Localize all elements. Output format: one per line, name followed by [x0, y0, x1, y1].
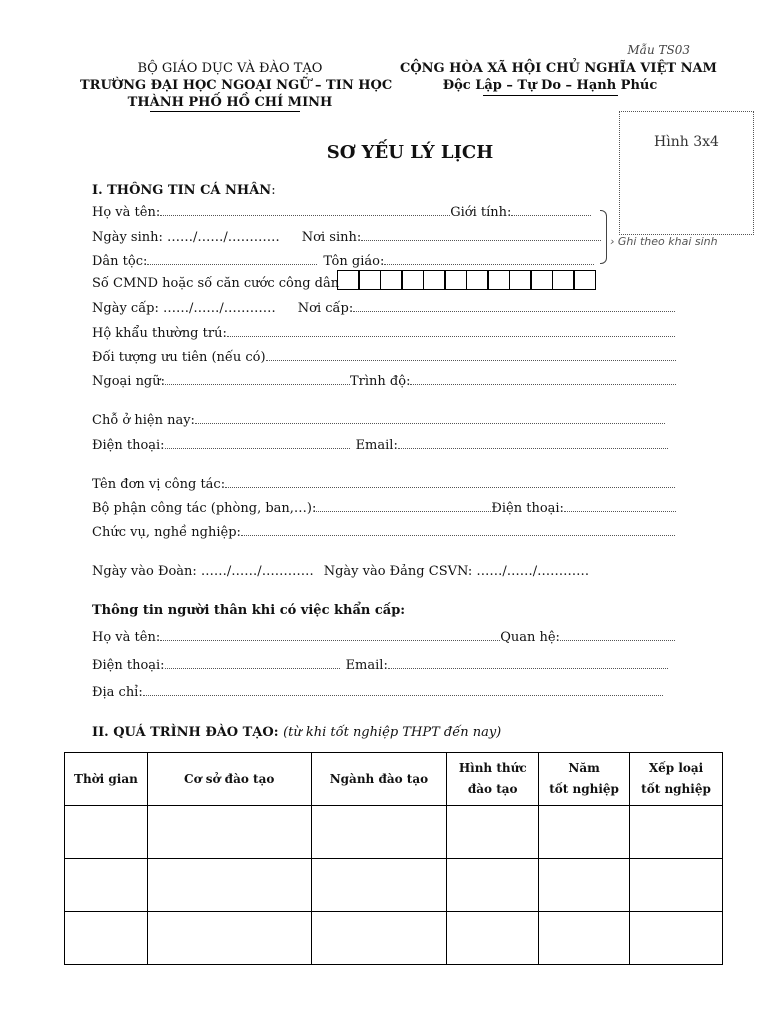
- id-digit-box[interactable]: [423, 270, 446, 290]
- brace-note-text: Ghi theo khai sinh: [617, 235, 718, 248]
- field-emergency-address[interactable]: [92, 684, 676, 700]
- field-id-label: [92, 276, 342, 291]
- id-digit-box[interactable]: [530, 270, 553, 290]
- column-header: Cơ sở đào tạo: [147, 753, 311, 806]
- header-left-underline: [150, 111, 300, 112]
- field-language[interactable]: [92, 373, 676, 389]
- table-cell[interactable]: [311, 806, 447, 859]
- table-cell[interactable]: [539, 806, 630, 859]
- id-digit-box[interactable]: [380, 270, 403, 290]
- id-digit-box[interactable]: [466, 270, 489, 290]
- university-name: TRƯỜNG ĐẠI HỌC NGOẠI NGỮ – TIN HỌC: [80, 78, 393, 93]
- issue-date-label: Ngày cấp: ……/……/…………: [92, 301, 276, 316]
- id-number-boxes[interactable]: [338, 270, 596, 290]
- id-digit-box[interactable]: [509, 270, 532, 290]
- section1-title-colon: :: [271, 183, 276, 198]
- field-ethnicity-religion[interactable]: [92, 253, 607, 269]
- form-code: Mẫu TS03: [627, 43, 690, 57]
- emergency-email-label: Email:: [345, 658, 388, 673]
- full-name-label: Họ và tên:: [92, 205, 161, 220]
- table-cell[interactable]: [311, 859, 447, 912]
- field-workplace[interactable]: [92, 476, 676, 492]
- ethnicity-label: Dân tộc:: [92, 254, 148, 269]
- page-title: SƠ YẾU LÝ LỊCH: [326, 142, 494, 163]
- id-number-label: Số CMND hoặc số căn cước công dân: [92, 276, 340, 291]
- table-cell[interactable]: [539, 859, 630, 912]
- id-digit-box[interactable]: [401, 270, 424, 290]
- column-header: Hình thức đào tạo: [447, 753, 539, 806]
- field-department[interactable]: [92, 500, 676, 516]
- emergency-address-label: Địa chỉ:: [92, 685, 143, 700]
- column-header: Thời gian: [65, 753, 148, 806]
- table-cell[interactable]: [447, 859, 539, 912]
- id-digit-box[interactable]: [552, 270, 575, 290]
- table-cell[interactable]: [147, 912, 311, 965]
- table-header-row: [65, 753, 723, 806]
- department-phone-label: Điện thoại:: [491, 501, 564, 516]
- table-cell[interactable]: [65, 912, 148, 965]
- id-digit-box[interactable]: [487, 270, 510, 290]
- table-row: [65, 859, 723, 912]
- section2-title: [92, 725, 501, 740]
- id-digit-box[interactable]: [358, 270, 381, 290]
- emergency-title: Thông tin người thân khi có việc khẩn cấp:: [92, 603, 406, 618]
- youth-union-label: Ngày vào Đoàn: ……/……/…………: [92, 564, 314, 579]
- current-address-label: Chỗ ở hiện nay:: [92, 413, 195, 428]
- emergency-phone-label: Điện thoại:: [92, 658, 165, 673]
- position-label: Chức vụ, nghề nghiệp:: [92, 525, 241, 540]
- table-cell[interactable]: [630, 859, 723, 912]
- table-row: [65, 806, 723, 859]
- photo-box[interactable]: [619, 111, 754, 235]
- brace-note: [610, 235, 718, 248]
- table-cell[interactable]: [311, 912, 447, 965]
- city-name: THÀNH PHỐ HỒ CHÍ MINH: [127, 95, 333, 110]
- department-label: Bộ phận công tác (phòng, ban,…):: [92, 501, 317, 516]
- table-cell[interactable]: [630, 806, 723, 859]
- party-label: Ngày vào Đảng CSVN: ……/……/…………: [323, 564, 590, 579]
- emergency-relation-label: Quan hệ:: [500, 630, 560, 645]
- religion-label: Tôn giáo:: [323, 254, 385, 269]
- field-emergency-contact[interactable]: [92, 657, 676, 673]
- gender-label: Giới tính:: [450, 205, 512, 220]
- language-label: Ngoại ngữ:: [92, 374, 166, 389]
- table-cell[interactable]: [65, 859, 148, 912]
- field-full-name[interactable]: [92, 204, 602, 220]
- table-cell[interactable]: [147, 806, 311, 859]
- field-contact[interactable]: [92, 437, 676, 453]
- section2-note: (từ khi tốt nghiệp THPT đến nay): [283, 725, 502, 740]
- id-digit-box[interactable]: [573, 270, 596, 290]
- phone-label: Điện thoại:: [92, 438, 165, 453]
- priority-label: Đối tượng ưu tiên (nếu có): [92, 350, 266, 365]
- table-cell[interactable]: [630, 912, 723, 965]
- field-position[interactable]: [92, 524, 676, 540]
- table-cell[interactable]: [539, 912, 630, 965]
- column-header: Xếp loại tốt nghiệp: [630, 753, 723, 806]
- country-name: CỘNG HÒA XÃ HỘI CHỦ NGHĨA VIỆT NAM: [400, 61, 717, 76]
- field-birth[interactable]: [92, 229, 607, 245]
- id-digit-box[interactable]: [337, 270, 360, 290]
- residence-label: Hộ khẩu thường trú:: [92, 326, 227, 341]
- field-union-party[interactable]: [92, 564, 676, 579]
- field-priority[interactable]: [92, 349, 676, 365]
- education-table: [64, 752, 723, 965]
- issue-place-label: Nơi cấp:: [297, 301, 354, 316]
- id-digit-box[interactable]: [444, 270, 467, 290]
- header-right-underline: [483, 95, 618, 96]
- emergency-name-label: Họ và tên:: [92, 630, 161, 645]
- email-label: Email:: [355, 438, 398, 453]
- section2-title-text: II. QUÁ TRÌNH ĐÀO TẠO:: [92, 725, 279, 740]
- level-label: Trình độ:: [350, 374, 411, 389]
- field-emergency-name[interactable]: [92, 629, 676, 645]
- table-cell[interactable]: [147, 859, 311, 912]
- motto: Độc Lập – Tự Do – Hạnh Phúc: [442, 78, 658, 93]
- column-header: Năm tốt nghiệp: [539, 753, 630, 806]
- photo-label: Hình 3x4: [654, 134, 719, 150]
- pob-label: Nơi sinh:: [301, 230, 362, 245]
- table-cell[interactable]: [447, 806, 539, 859]
- table-row: [65, 912, 723, 965]
- workplace-label: Tên đơn vị công tác:: [92, 477, 226, 492]
- ministry-name: BỘ GIÁO DỤC VÀ ĐÀO TẠO: [137, 61, 323, 76]
- field-issue[interactable]: [92, 300, 676, 316]
- field-current-address[interactable]: [92, 412, 676, 428]
- table-cell[interactable]: [447, 912, 539, 965]
- dob-label: Ngày sinh: ……/……/…………: [92, 230, 280, 245]
- section1-title-text: I. THÔNG TIN CÁ NHÂN: [92, 183, 272, 198]
- arrow-icon: ›: [610, 235, 615, 248]
- table-cell[interactable]: [65, 806, 148, 859]
- section1-title: [92, 183, 276, 198]
- header-left: [80, 60, 393, 111]
- field-residence[interactable]: [92, 325, 676, 341]
- header-right: [400, 60, 717, 94]
- column-header: Ngành đào tạo: [311, 753, 447, 806]
